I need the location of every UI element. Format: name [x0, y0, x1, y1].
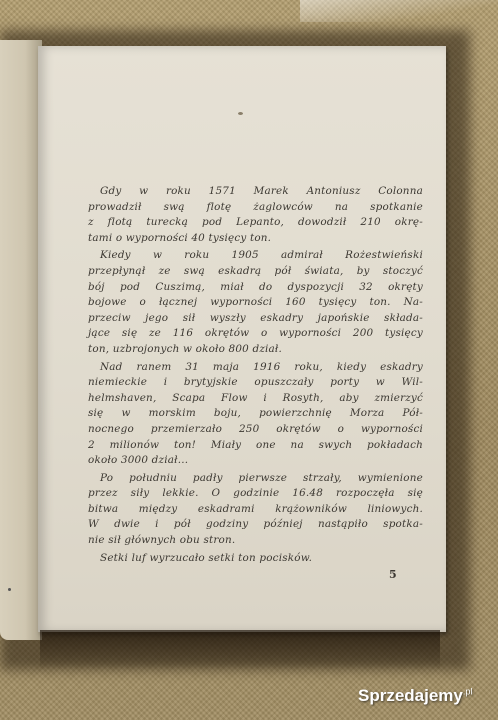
page-speck — [238, 112, 243, 115]
text-line: bój pod Cuszimą, miał do dyspozycji 32 okręty — [88, 280, 423, 293]
text-line: W dwie i pół godziny później nastąpiło spotka- — [88, 518, 423, 531]
watermark-text: Sprzedajemy — [358, 686, 463, 705]
book-bottom-shadow — [40, 630, 440, 670]
text-line: z flotą turecką pod Lepanto, dowodził 210 okrę- — [88, 216, 423, 229]
paragraph-2 — [88, 248, 423, 357]
text-line: przez siły lekkie. O godzinie 16.48 rozpoczęła się — [88, 487, 423, 500]
text-line: 2 milionów ton! Miały one na swych pokładach — [88, 438, 423, 451]
text-line: nie sił głównych obu stron. — [88, 534, 236, 547]
text-line: jące się ze 116 okrętów o wyporności 200 tysięcy — [88, 327, 423, 340]
text-line: Gdy w roku 1571 Marek Antoniusz Colonna — [100, 185, 423, 197]
text-line: nocnego przemierzało 250 okrętów o wyporności — [88, 422, 423, 435]
text-line: ton, uzbrojonych w około 800 dział. — [88, 342, 283, 355]
paragraph-5 — [88, 551, 423, 567]
text-line: prowadził swą flotę żaglowców na spotkanie — [88, 200, 423, 213]
text-line: Nad ranem 31 maja 1916 roku, kiedy eskadry — [100, 360, 423, 373]
page-text — [88, 184, 423, 568]
text-line: bitwa między eskadrami krążowników liniowych. — [88, 502, 423, 515]
text-line: przeciw jego sił wyszły eskadry japońskie składa- — [88, 311, 423, 324]
watermark-tld: .pl — [462, 686, 473, 697]
paragraph-3 — [88, 360, 423, 469]
watermark-logo — [358, 686, 472, 706]
page-speck — [8, 588, 11, 591]
text-line: helmshaven, Scapa Flow i Rosyth, aby zmierzyć — [88, 391, 423, 404]
text-line: się w morskim boju, powierzchnię Morza Pół- — [88, 407, 423, 420]
text-line: przepłynął ze swą eskadrą pół świata, by stoczyć — [88, 264, 423, 277]
paragraph-1 — [88, 184, 423, 246]
text-line: niemieckie i brytyjskie opuszczały porty w Wil- — [88, 376, 423, 389]
left-page-edge — [0, 40, 42, 640]
background-thread — [300, 0, 498, 22]
text-line: tami o wyporności 40 tysięcy ton. — [88, 231, 272, 244]
text-line: bojowe o łącznej wyporności 160 tysięcy ton. Na- — [88, 296, 423, 309]
text-line: Kiedy w roku 1905 admirał Rożestwieński — [100, 249, 423, 262]
paragraph-4 — [88, 471, 423, 549]
book-page — [38, 46, 446, 632]
text-line: Setki luf wyrzucało setki ton pocisków. — [100, 551, 313, 564]
text-line: Po południu padły pierwsze strzały, wymienione — [100, 471, 423, 484]
page-number: 5 — [389, 568, 397, 581]
text-line: około 3000 dział... — [88, 454, 189, 467]
